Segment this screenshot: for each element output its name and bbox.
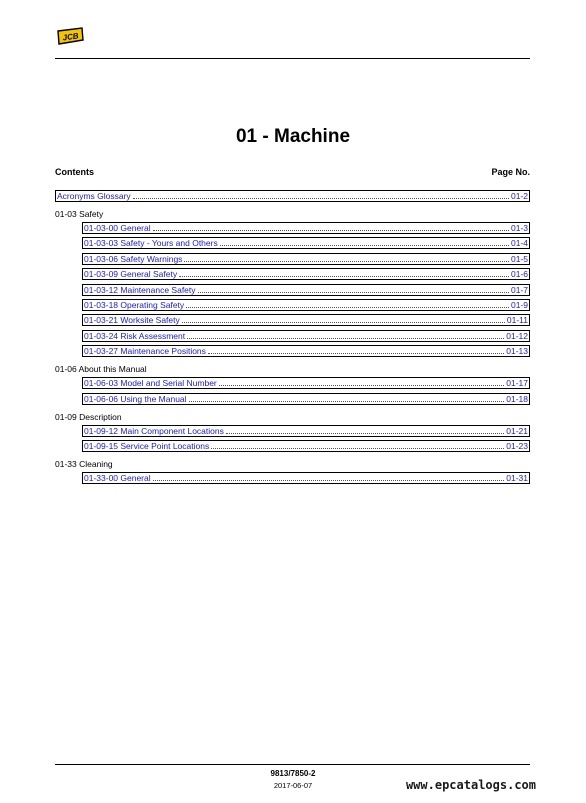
toc-sections: [55, 209, 530, 484]
toc-link[interactable]: [82, 345, 530, 357]
dot-leader: [184, 254, 509, 262]
toc-link[interactable]: [82, 284, 530, 296]
jcb-logo: [55, 27, 85, 45]
toc-link[interactable]: [82, 237, 530, 249]
toc-link[interactable]: [82, 425, 530, 437]
toc-link[interactable]: [82, 253, 530, 265]
dot-leader: [133, 191, 509, 199]
toc-link-page: 01-17: [506, 378, 528, 389]
header-rule: [55, 58, 530, 59]
dot-leader: [187, 331, 504, 339]
toc-link-label: 01-03-03 Safety - Yours and Others: [84, 238, 218, 249]
toc-link-label: 01-03-24 Risk Assessment: [84, 330, 186, 341]
dot-leader: [182, 315, 505, 323]
toc-link-page: 01-2: [510, 191, 528, 201]
section-heading: 01-09 Description: [55, 411, 122, 422]
toc-link[interactable]: [82, 393, 530, 405]
toc-link[interactable]: [82, 268, 530, 280]
section-heading: 01-06 About this Manual: [55, 364, 147, 375]
toc-link-label: 01-33-00 General: [84, 472, 151, 483]
page-title: 01 - Machine: [235, 126, 351, 147]
dot-leader: [219, 378, 504, 386]
toc-link-label: 01-03-09 General Safety: [84, 269, 178, 280]
toc-link[interactable]: [82, 314, 530, 326]
toc-link-label: 01-03-27 Maintenance Positions: [84, 346, 206, 357]
document-date: 2017-06-07: [273, 781, 313, 790]
watermark: www.epcatalogs.com: [405, 778, 536, 792]
section-heading: 01-03 Safety: [55, 209, 104, 219]
toc-link-label: Acronyms Glossary: [57, 191, 131, 201]
toc-link-page: 01-5: [510, 253, 528, 264]
dot-leader: [153, 473, 505, 481]
document-number: 9813/7850-2: [270, 769, 316, 778]
toc-link-page: 01-11: [506, 315, 528, 326]
svg-text:JCB: JCB: [62, 31, 80, 43]
dot-leader: [198, 285, 509, 293]
toc-link[interactable]: [82, 330, 530, 342]
dot-leader: [179, 269, 509, 277]
dot-leader: [189, 394, 505, 402]
toc-link[interactable]: [82, 377, 530, 389]
toc-link-page: 01-6: [510, 269, 528, 280]
toc-link-acronyms-glossary[interactable]: [55, 190, 530, 202]
contents-heading: Contents: [55, 167, 94, 177]
toc-link[interactable]: [82, 299, 530, 311]
toc-link-page: 01-13: [506, 346, 528, 357]
toc-link[interactable]: [82, 222, 530, 234]
footer-rule: [55, 764, 530, 765]
toc-link-label: 01-03-06 Safety Warnings: [84, 253, 183, 264]
toc-link-label: 01-03-21 Worksite Safety: [84, 315, 180, 326]
toc-link[interactable]: [82, 472, 530, 484]
toc-link-page: 01-9: [510, 299, 528, 310]
toc-link-page: 01-21: [506, 425, 528, 436]
toc-link-label: 01-03-12 Maintenance Safety: [84, 284, 196, 295]
toc-link-label: 01-06-06 Using the Manual: [84, 393, 187, 404]
toc-link-page: 01-18: [506, 393, 528, 404]
toc-link-label: 01-09-15 Service Point Locations: [84, 440, 210, 451]
dot-leader: [211, 441, 504, 449]
page-number-heading: Page No.: [491, 167, 530, 177]
toc-link-page: 01-7: [510, 284, 528, 295]
toc-link-page: 01-3: [510, 223, 528, 233]
toc-link[interactable]: [82, 440, 530, 452]
toc-link-page: 01-23: [506, 440, 528, 451]
toc-link-label: 01-03-00 General: [84, 223, 151, 233]
toc-link-page: 01-4: [510, 238, 528, 249]
dot-leader: [153, 223, 509, 231]
contents-header: [55, 167, 530, 177]
toc-link-label: 01-06-03 Model and Serial Number: [84, 378, 217, 389]
dot-leader: [186, 300, 509, 308]
dot-leader: [208, 346, 504, 354]
toc-link-label: 01-09-12 Main Component Locations: [84, 425, 224, 436]
table-of-contents: [55, 190, 530, 487]
section-heading: 01-33 Cleaning: [55, 458, 113, 469]
dot-leader: [226, 426, 504, 434]
toc-link-page: 01-12: [506, 330, 528, 341]
dot-leader: [220, 238, 509, 246]
toc-link-label: 01-03-18 Operating Safety: [84, 299, 185, 310]
toc-link-page: 01-31: [506, 472, 528, 483]
